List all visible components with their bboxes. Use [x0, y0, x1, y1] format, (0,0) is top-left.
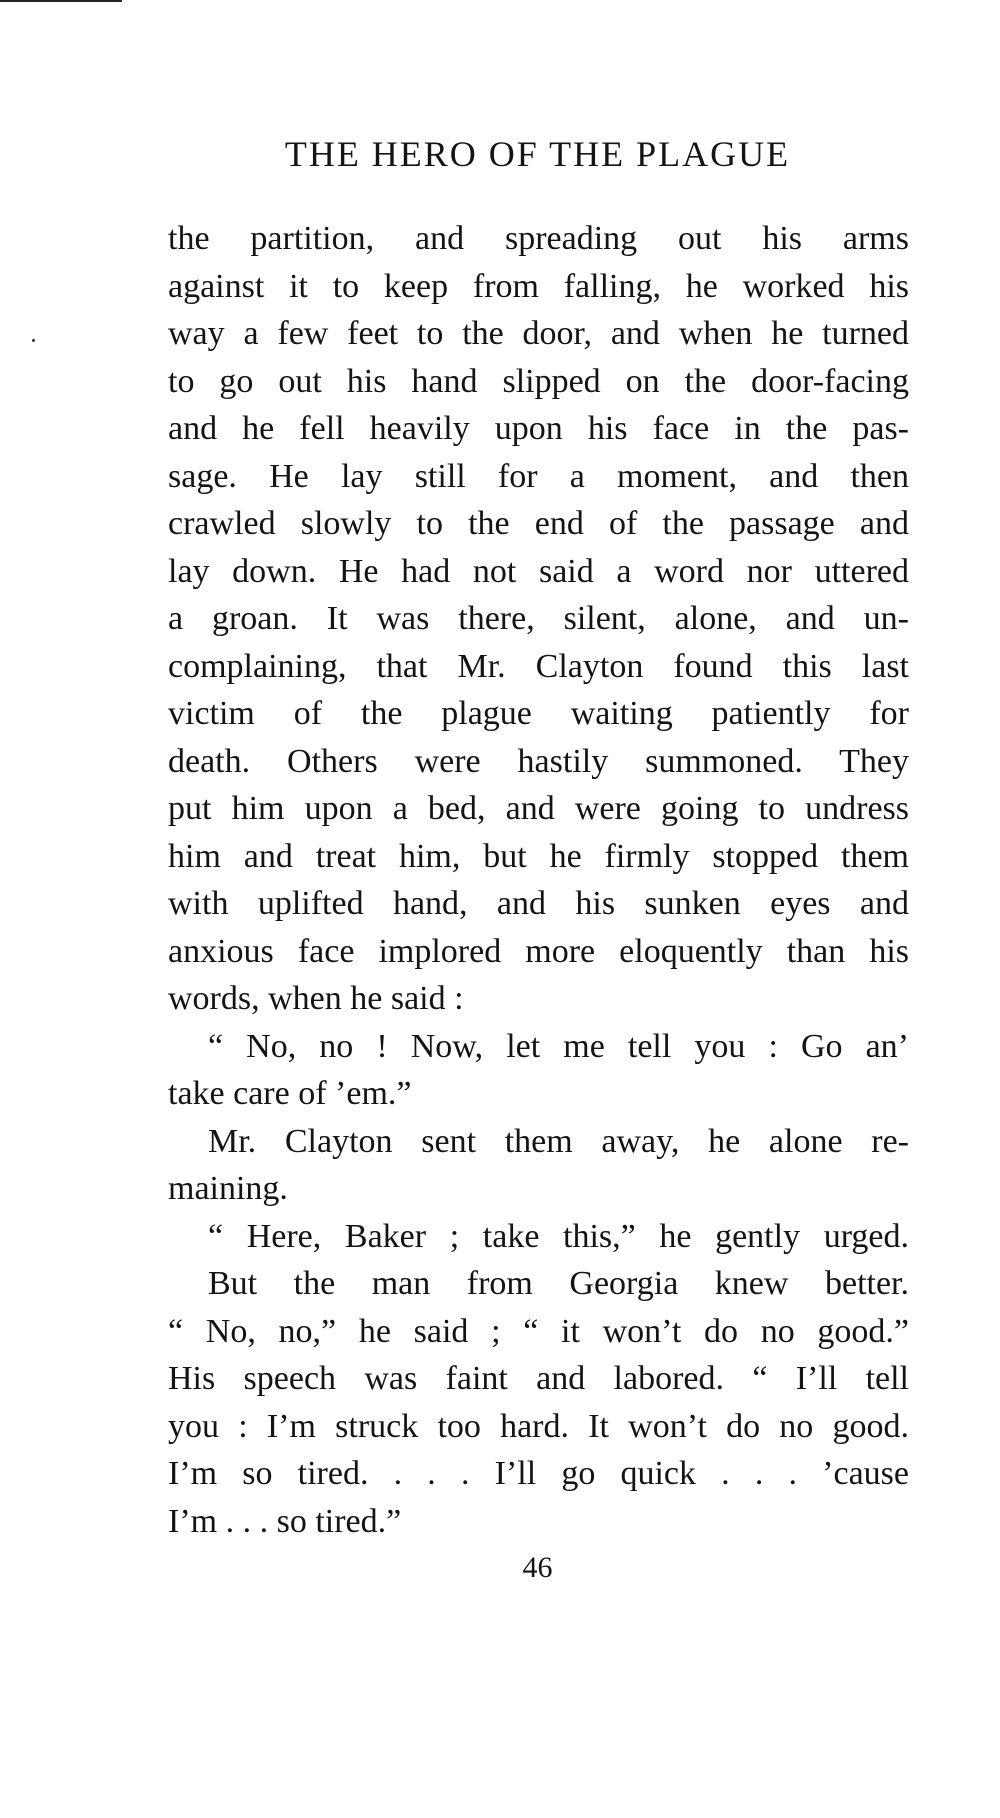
text-line: to go out his hand slipped on the door-facing [168, 362, 909, 400]
text-line: maining. [168, 1170, 288, 1207]
text-line: anxious face implored more eloquently than his [168, 932, 909, 970]
text-line: But the man from Georgia knew better. [208, 1265, 909, 1302]
text-line: you : I’m struck too hard. It won’t do no good. [168, 1407, 909, 1445]
text-line: I’m . . . so tired.” [168, 1502, 402, 1540]
text-line: I’m so tired. . . . I’ll go quick . . . ’cause [168, 1455, 909, 1492]
running-head: THE HERO OF THE PLAGUE [284, 134, 791, 174]
text-line: way a few feet to the door, and when he turned [168, 315, 909, 352]
text-line: the partition, and spreading out his arms [168, 220, 909, 257]
scan-edge-mark [0, 0, 122, 2]
text-line: him and treat him, but he firmly stopped them [168, 837, 909, 875]
text-line: crawled slowly to the end of the passage and [168, 505, 909, 542]
text-line: take care of ’em.” [168, 1075, 412, 1112]
text-line: victim of the plague waiting patiently for [168, 695, 909, 732]
text-line: His speech was faint and labored. “ I’ll tell [168, 1360, 909, 1397]
text-line: a groan. It was there, silent, alone, and un- [168, 600, 909, 637]
text-line: Mr. Clayton sent them away, he alone re- [208, 1122, 909, 1160]
scan-speck [32, 339, 35, 342]
text-line: sage. He lay still for a moment, and then [168, 457, 909, 495]
text-line: “ No, no ! Now, let me tell you : Go an’ [208, 1027, 909, 1065]
text-line: death. Others were hastily summoned. They [168, 742, 909, 780]
text-line: “ Here, Baker ; take this,” he gently urged. [208, 1217, 909, 1255]
text-line: words, when he said : [168, 980, 464, 1017]
text-line: put him upon a bed, and were going to undress [168, 790, 909, 827]
text-line: complaining, that Mr. Clayton found this last [168, 647, 909, 685]
text-line: “ No, no,” he said ; “ it won’t do no good.” [168, 1312, 909, 1350]
text-line: lay down. He had not said a word nor uttered [168, 552, 909, 590]
text-line: with uplifted hand, and his sunken eyes and [168, 885, 909, 922]
page-number: 46 [522, 1551, 553, 1584]
body-text [168, 215, 909, 1545]
text-line: and he fell heavily upon his face in the pas- [168, 410, 909, 447]
text-line: against it to keep from falling, he worked his [168, 267, 909, 305]
